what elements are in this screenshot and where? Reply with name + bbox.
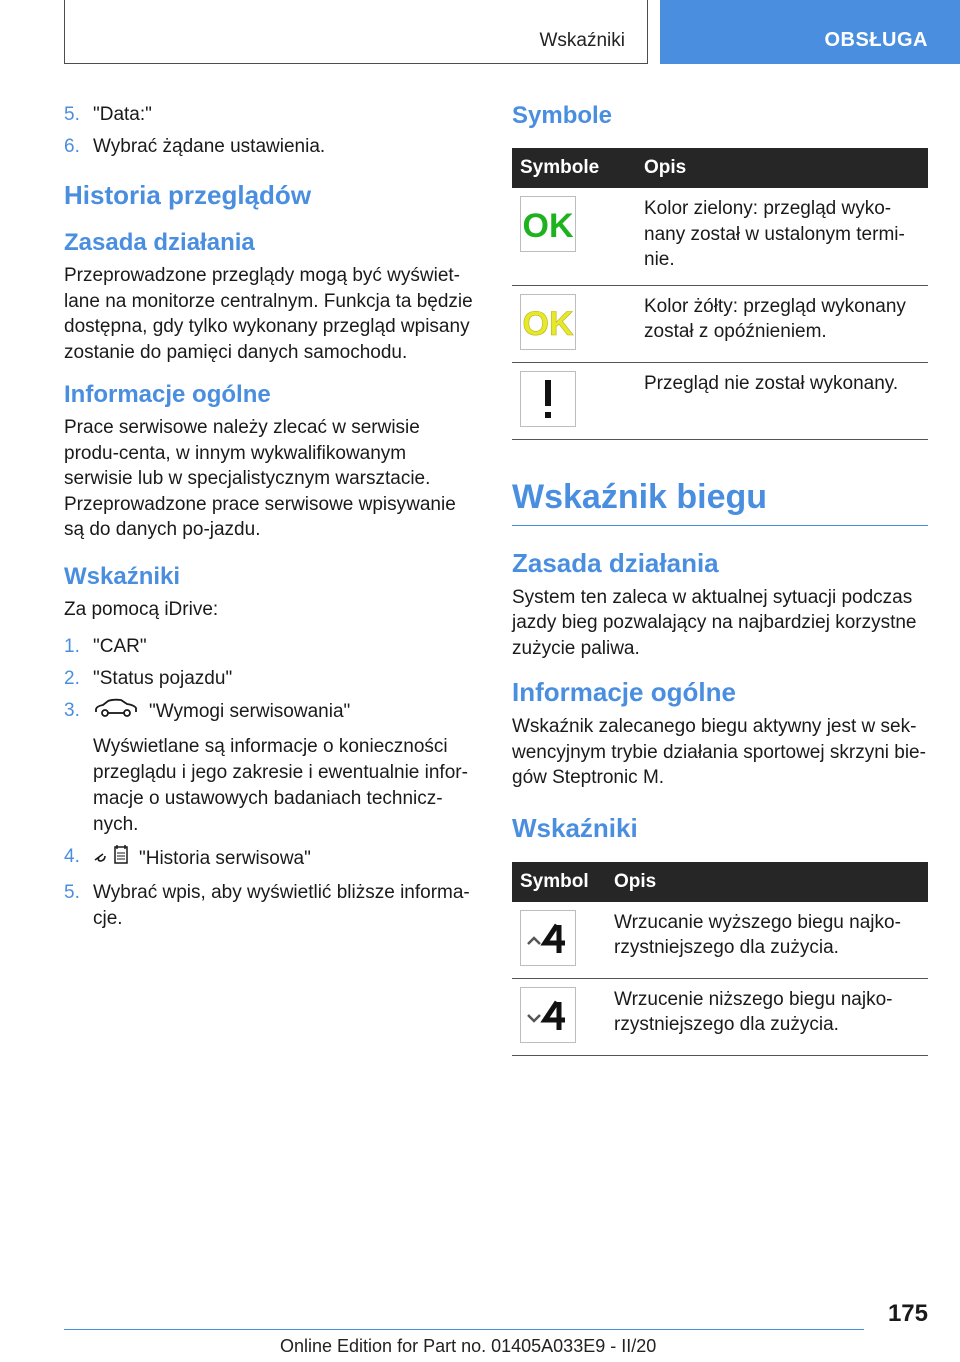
paragraph-general-info: Prace serwisowe należy zlecać w serwisie produ-centa, w innym wykwalifikowanym serwisie lub w specjalistycznym warsztacie. Przeprowadzone prace serwisowe wpisywanie są do danych po-jazdu. — [64, 417, 456, 540]
list-item — [64, 134, 478, 160]
table-cell-icon — [512, 285, 636, 362]
table-cell-description: Wrzucanie wyższego biegu najko-rzystniejszego dla zużycia. — [606, 902, 928, 979]
heading-indicators: Wskaźniki — [64, 562, 181, 590]
footer-divider — [64, 1329, 864, 1330]
paragraph-principle-right: System ten zaleca w aktualnej sytuacji podczas jazdy bieg pozwalający na najbardziej korzystne zużycie paliwa. — [512, 586, 917, 659]
upshift-4-icon — [520, 910, 576, 966]
step-number: 5. — [64, 104, 80, 125]
table-cell-description: Przegląd nie został wykonany. — [636, 362, 928, 439]
list-item — [64, 666, 478, 692]
exclamation-icon — [520, 371, 576, 427]
paragraph-general-info-right: Wskaźnik zalecanego biegu aktywny jest w sek-wencyjnym trybie działania sportowej skrzyni bie-gów Steptronic M. — [512, 716, 926, 788]
step-text: "Wymogi serwisowania" — [149, 701, 351, 723]
gear-table — [512, 862, 928, 1056]
table-header-description: Opis — [636, 148, 928, 188]
table-header-symbol: Symbol — [512, 862, 606, 902]
step-text: "CAR" — [93, 636, 147, 657]
table-cell-description: Wrzucenie niższego biegu najko-rzystniejszego dla zużycia. — [606, 978, 928, 1055]
step-number: 6. — [64, 136, 80, 157]
table-cell-icon — [512, 188, 636, 285]
svg-text:OK: OK — [522, 304, 574, 343]
table-cell-icon — [512, 902, 606, 979]
heading-principle-right: Zasada działania — [512, 547, 719, 578]
step-subtext: Wyświetlane są informacje o konieczności przeglądu i jego zakresie i ewentualnie infor-macje o ustawowych badaniach technicz-nych. — [93, 736, 468, 835]
table-cell-icon — [512, 978, 606, 1055]
header-chapter-label: OBSŁUGA — [824, 29, 928, 51]
right-column — [512, 102, 928, 1056]
heading-general-info: Informacje ogólne — [64, 381, 271, 408]
table-row — [512, 362, 928, 439]
table-row — [512, 978, 928, 1055]
list-item — [64, 102, 478, 128]
step-number: 4. — [64, 846, 80, 867]
step-text: "Data:" — [93, 104, 152, 125]
step-text: Wybrać wpis, aby wyświetlić bliższe informa-cje. — [93, 882, 470, 929]
table-row — [512, 188, 928, 285]
table-header-row — [512, 148, 928, 188]
header-section-title: Wskaźniki — [539, 30, 625, 51]
service-history-icon — [93, 844, 129, 874]
table-cell-description: Kolor zielony: przegląd wyko-nany został w ustalonym termi-nie. — [636, 188, 928, 285]
paragraph-principle: Przeprowadzone przeglądy mogą być wyświet-lane na monitorze centralnym. Funkcja ta będzie dostępna, gdy tylko wykonany przegląd wpisany zostanie do pamięci danych samochodu. — [64, 265, 473, 363]
heading-indicators-right: Wskaźniki — [512, 812, 638, 843]
list-item — [64, 698, 478, 838]
table-header-description: Opis — [606, 862, 928, 902]
step-text: "Status pojazdu" — [93, 668, 233, 689]
table-cell-icon — [512, 362, 636, 439]
heading-symbols: Symbole — [512, 102, 613, 129]
step-number: 2. — [64, 668, 80, 689]
steps-top-list — [64, 102, 478, 160]
table-row — [512, 902, 928, 979]
ok-yellow-icon — [520, 294, 576, 350]
steps-list — [64, 634, 478, 932]
left-column — [64, 102, 478, 938]
page-number: 175 — [887, 1300, 928, 1327]
list-item — [64, 844, 478, 874]
step-text: "Historia serwisowa" — [139, 848, 311, 870]
paragraph-idrive: Za pomocą iDrive: — [64, 598, 219, 620]
heading-gear-indicator: Wskaźnik biegu — [512, 478, 928, 526]
table-header-row — [512, 862, 928, 902]
heading-principle: Zasada działania — [64, 229, 255, 256]
heading-general-info-right: Informacje ogólne — [512, 677, 736, 707]
ok-green-icon — [520, 196, 576, 252]
list-item — [64, 634, 478, 660]
table-header-symbol: Symbole — [512, 148, 636, 188]
list-item — [64, 880, 478, 932]
header-chapter-tab — [660, 0, 960, 64]
table-row — [512, 285, 928, 362]
step-text: Wybrać żądane ustawienia. — [93, 136, 326, 157]
svg-text:OK: OK — [522, 207, 574, 245]
step-number: 5. — [64, 882, 80, 903]
downshift-4-icon — [520, 987, 576, 1043]
table-cell-description: Kolor żółty: przegląd wykonany został z opóźnieniem. — [636, 285, 928, 362]
car-service-icon — [93, 698, 139, 726]
header-section-box — [64, 0, 648, 64]
heading-service-history: Historia przeglądów — [64, 180, 312, 210]
symbols-table — [512, 148, 928, 440]
step-number: 3. — [64, 700, 80, 721]
step-number: 1. — [64, 636, 80, 657]
footer-edition: Online Edition for Part no. 01405A033E9 - II/20 — [280, 1336, 657, 1356]
